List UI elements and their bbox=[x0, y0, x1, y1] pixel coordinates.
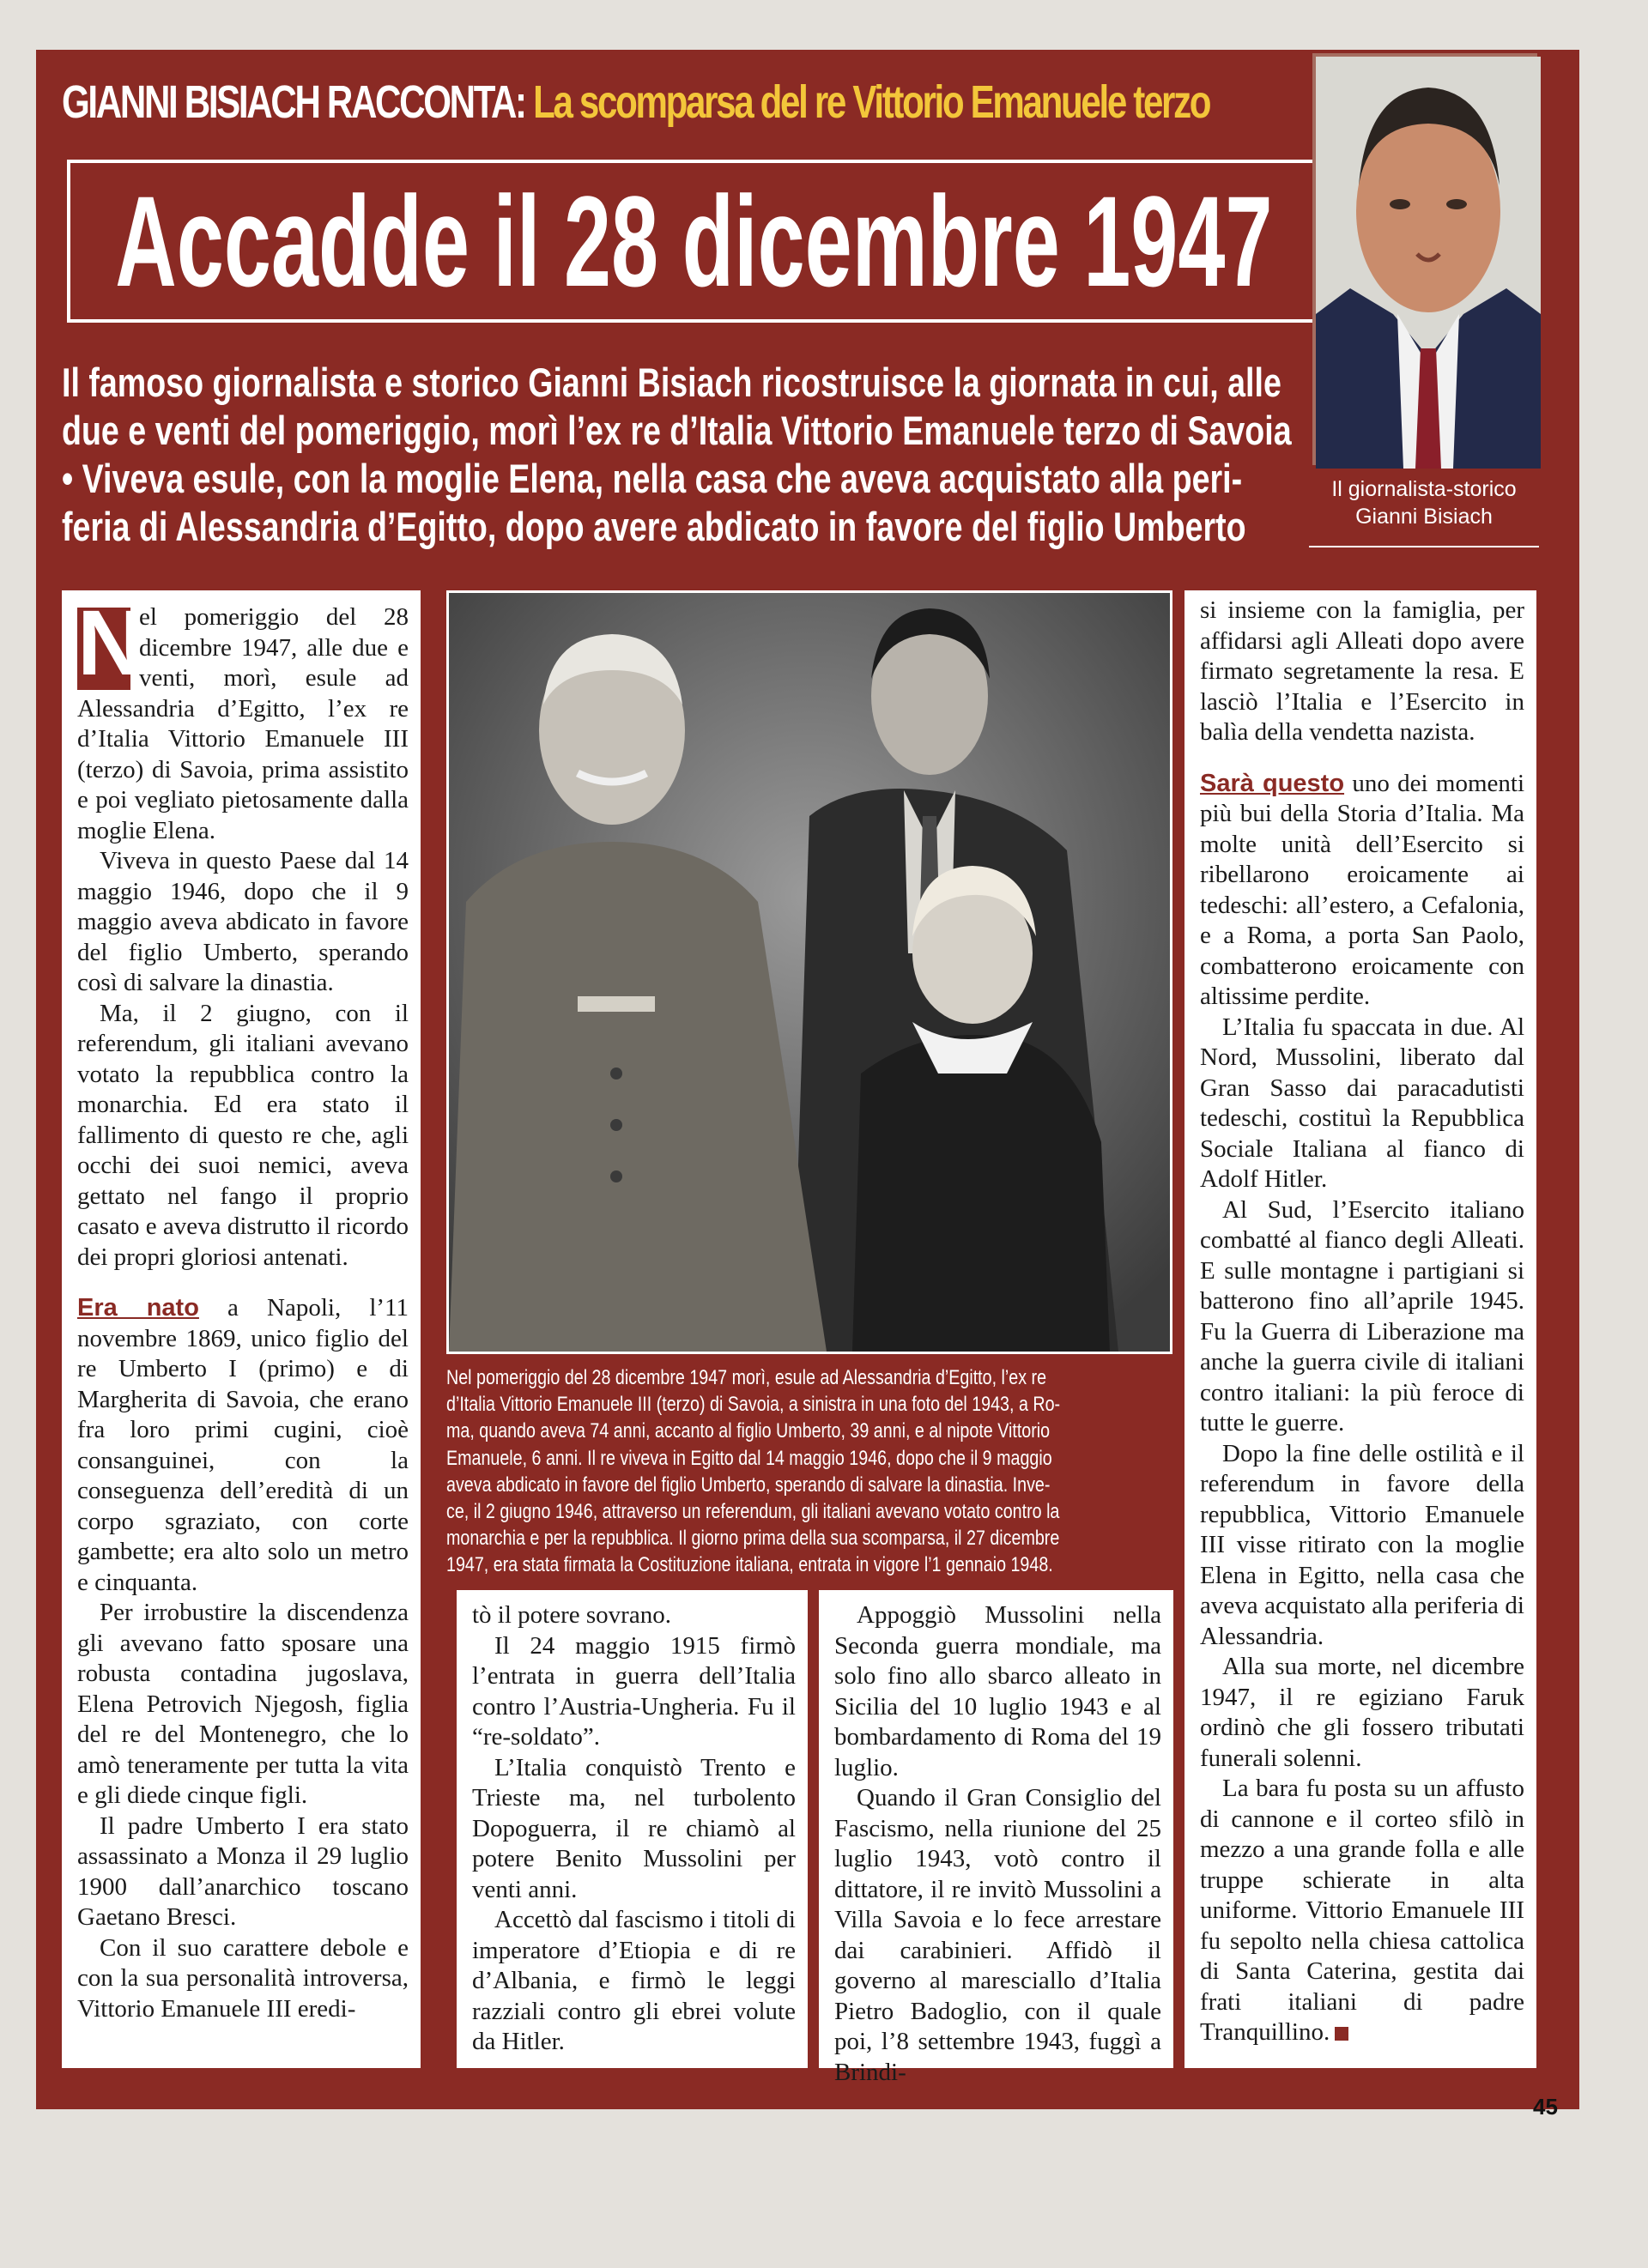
photo-caption bbox=[446, 1364, 1172, 1579]
portrait-photo bbox=[1312, 53, 1537, 465]
page-number: 45 bbox=[1533, 2094, 1558, 2120]
drop-cap: N bbox=[77, 590, 144, 694]
standfirst bbox=[62, 359, 1306, 551]
section-lead: Sarà questo bbox=[1200, 769, 1345, 797]
paragraph: Il padre Umberto I era stato assassinato a Monza il 29 luglio 1900 dall’anarchico toscano Gaetano Bresci. bbox=[77, 1811, 409, 1931]
paragraph: L’Italia conquistò Trento e Trieste ma, nel turbolento Dopoguerra, il re chiamò al potere Benito Mussolini per venti anni. bbox=[472, 1753, 796, 1903]
photo-caption-line: 1947, era stata firmata la Costituzione italiana, entrata in vigore l’1 gennaio 1948. bbox=[446, 1553, 1053, 1577]
standfirst-line: due e venti del pomeriggio, morì l’ex re d’Italia Vittorio Emanuele terzo di Savoia bbox=[62, 408, 1292, 453]
headline-box bbox=[67, 160, 1320, 323]
paragraph: Quando il Gran Consiglio del Fascismo, nella riunione del 25 luglio 1943, votò contro il dittatore, il re invitò Mussolini a Villa Savoia e lo fece arrestare dai carabinieri. Affidò il governo al maresciallo d’Italia Pietro Badoglio, con il quale poi, l’8 settembre 1943, fuggì a Brindi- bbox=[834, 1784, 1161, 2086]
magazine-page bbox=[36, 50, 1579, 2109]
paragraph: si insieme con la famiglia, per affidarsi agli Alleati dopo avere firmato segretamente la resa. E lasciò l’Italia e l’Esercito in balìa della vendetta nazista. bbox=[1200, 596, 1524, 746]
standfirst-line: feria di Alessandria d’Egitto, dopo avere abdicato in favore del figlio Umberto bbox=[62, 504, 1246, 549]
portrait-caption-line1: Il giornalista-storico bbox=[1331, 477, 1517, 501]
paragraph: L’Italia fu spaccata in due. Al Nord, Mussolini, liberato dal Gran Sasso dai paracadutisti tedeschi, costituì la Repubblica Sociale Italiana al fianco di Adolf Hitler. bbox=[1200, 1013, 1524, 1193]
kicker bbox=[62, 76, 1334, 129]
paragraph: Ma, il 2 giugno, con il referendum, gli italiani avevano votato la repubblica contro la monarchia. Ed era stato il fallimento di questo re che, agli occhi dei suoi nemici, aveva gettato nel fango il proprio casato e aveva distrutto il ricordo dei propri gloriosi antenati. bbox=[77, 999, 409, 1271]
paragraph: Accettò dal fascismo i titoli di imperatore d’Etiopia e di re d’Albania, e firmò le leggi razziali contro gli ebrei volute da Hitler. bbox=[472, 1906, 796, 2055]
paragraph bbox=[1200, 769, 1524, 1013]
article-column-1 bbox=[62, 590, 421, 2068]
portrait-photo-frame bbox=[1309, 53, 1539, 465]
standfirst-line: Il famoso giornalista e storico Gianni Bisiach ricostruisce la giornata in cui, alle bbox=[62, 360, 1281, 405]
historical-photo-image bbox=[449, 593, 1170, 1352]
section-lead: Era nato bbox=[77, 1294, 199, 1321]
paragraph: Per irrobustire la discendenza gli avevano fatto sposare una robusta contadina jugoslava, Elena Petrovich Njegosh, figlia del re del Montenegro, che lo amò teneramente per tutta la vita e gli diede cinque figli. bbox=[77, 1599, 409, 1809]
paragraph-text: uno dei momenti più bui della Storia d’Italia. Ma molte unità dell’Esercito si ribellarono eroicamente ai tedeschi: all’estero, a Cefalonia, e a Roma, a porta San Paolo, combatterono eroicamente con altissime perdite. bbox=[1200, 769, 1525, 1010]
caption-rule bbox=[1309, 546, 1539, 547]
paragraph: Alla sua morte, nel dicembre 1947, il re egiziano Faruk ordinò che gli fossero tributati funerali solenni. bbox=[1200, 1653, 1524, 1772]
paragraph: Con il suo carattere debole e con la sua personalità introversa, Vittorio Emanuele III eredi- bbox=[77, 1933, 409, 2023]
photo-caption-line: ce, il 2 giugno 1946, attraverso un referendum, gli italiani avevano votato contro la bbox=[446, 1500, 1060, 1524]
kicker-author: GIANNI BISIACH RACCONTA: bbox=[62, 76, 525, 128]
photo-caption-line: Emanuele, 6 anni. Il re viveva in Egitto dal 14 maggio 1946, dopo che il 9 maggio bbox=[446, 1446, 1052, 1470]
article-column-3 bbox=[819, 1590, 1173, 2086]
historical-photo bbox=[446, 590, 1172, 1354]
article-column-2 bbox=[457, 1590, 808, 2068]
paragraph-text: a Napoli, l’11 novembre 1869, unico figlio del re Umberto I (primo) e di Margherita di Savoia, che erano fra loro primi cugini, cioè consanguinei, con la conseguenza dell’eredità di un corpo sgraziato, con corte gambette; era alto solo un metro e cinquanta. bbox=[77, 1294, 409, 1596]
standfirst-line: • Viveva esule, con la moglie Elena, nella casa che aveva acquistato alla peri- bbox=[62, 456, 1243, 501]
paragraph bbox=[1200, 1774, 1524, 2048]
paragraph: Il 24 maggio 1915 firmò l’entrata in guerra dell’Italia contro l’Austria-Ungheria. Fu il “re-soldato”. bbox=[472, 1631, 796, 1751]
paragraph: Viveva in questo Paese dal 14 maggio 1946, dopo che il 9 maggio aveva abdicato in favore del figlio Umberto, sperando così di salvare la dinastia. bbox=[77, 847, 409, 996]
paragraph: Dopo la fine delle ostilità e il referendum in favore della repubblica, Vittorio Emanuele III visse ritirato con la moglie Elena in Egitto, nella casa che aveva acquistato alla periferia di Alessandria. bbox=[1200, 1439, 1524, 1650]
kicker-topic: La scomparsa del re Vittorio Emanuele terzo bbox=[524, 76, 1210, 128]
paragraph: tò il potere sovrano. bbox=[472, 1601, 671, 1629]
paragraph bbox=[77, 1293, 409, 1598]
photo-caption-line: Nel pomeriggio del 28 dicembre 1947 morì, esule ad Alessandria d’Egitto, l’ex re bbox=[446, 1366, 1047, 1389]
paragraph: Al Sud, l’Esercito italiano combatté al fianco degli Alleati. E sulle montagne i partigiani si batterono fino all’aprile 1945. Fu la Guerra di Liberazione ma anche la guerra civile di italiani contro italiani: la più feroce di tutte le guerre. bbox=[1200, 1195, 1524, 1436]
article-column-4 bbox=[1184, 590, 1536, 2068]
photo-caption-line: aveva abdicato in favore del figlio Umberto, sperando di salvare la dinastia. Inve- bbox=[446, 1473, 1051, 1497]
portrait-caption bbox=[1309, 475, 1539, 530]
portrait-caption-line2: Gianni Bisiach bbox=[1355, 505, 1493, 529]
photo-caption-line: ma, quando aveva 74 anni, accanto al figlio Umberto, 39 anni, e al nipote Vittorio bbox=[446, 1419, 1051, 1443]
paragraph-text: La bara fu posta su un affusto di cannone e il corteo sfilò in mezzo a una grande folla e alle truppe schierate in alta uniforme. Vittorio Emanuele III fu sepolto nella chiesa cattolica di Santa Caterina, gestita dai frati italiani di padre Tranquillino. bbox=[1200, 1775, 1524, 2046]
headline: Accadde il 28 dicembre 1947 bbox=[114, 169, 1273, 313]
paragraph: Appoggiò Mussolini nella Seconda guerra mondiale, ma solo fino allo sbarco alleato in Sicilia del 10 luglio 1943 e al bombardamento di Roma del 19 luglio. bbox=[834, 1601, 1161, 1781]
end-mark-icon bbox=[1335, 2027, 1348, 2041]
photo-caption-line: d’Italia Vittorio Emanuele III (terzo) di Savoia, a sinistra in una foto del 1943, a Ro- bbox=[446, 1393, 1061, 1417]
portrait-image bbox=[1316, 57, 1541, 469]
paragraph: el pomeriggio del 28 dicembre 1947, alle due e venti, morì, esule ad Alessandria d’Egitto, l’ex re d’Italia Vittorio Emanuele III (terzo) di Savoia, prima assistito e poi vegliato pietosamente dalla moglie Elena. bbox=[77, 603, 409, 844]
photo-caption-line: monarchia e per la repubblica. Il giorno prima della sua scomparsa, il 27 dicembre bbox=[446, 1527, 1060, 1551]
